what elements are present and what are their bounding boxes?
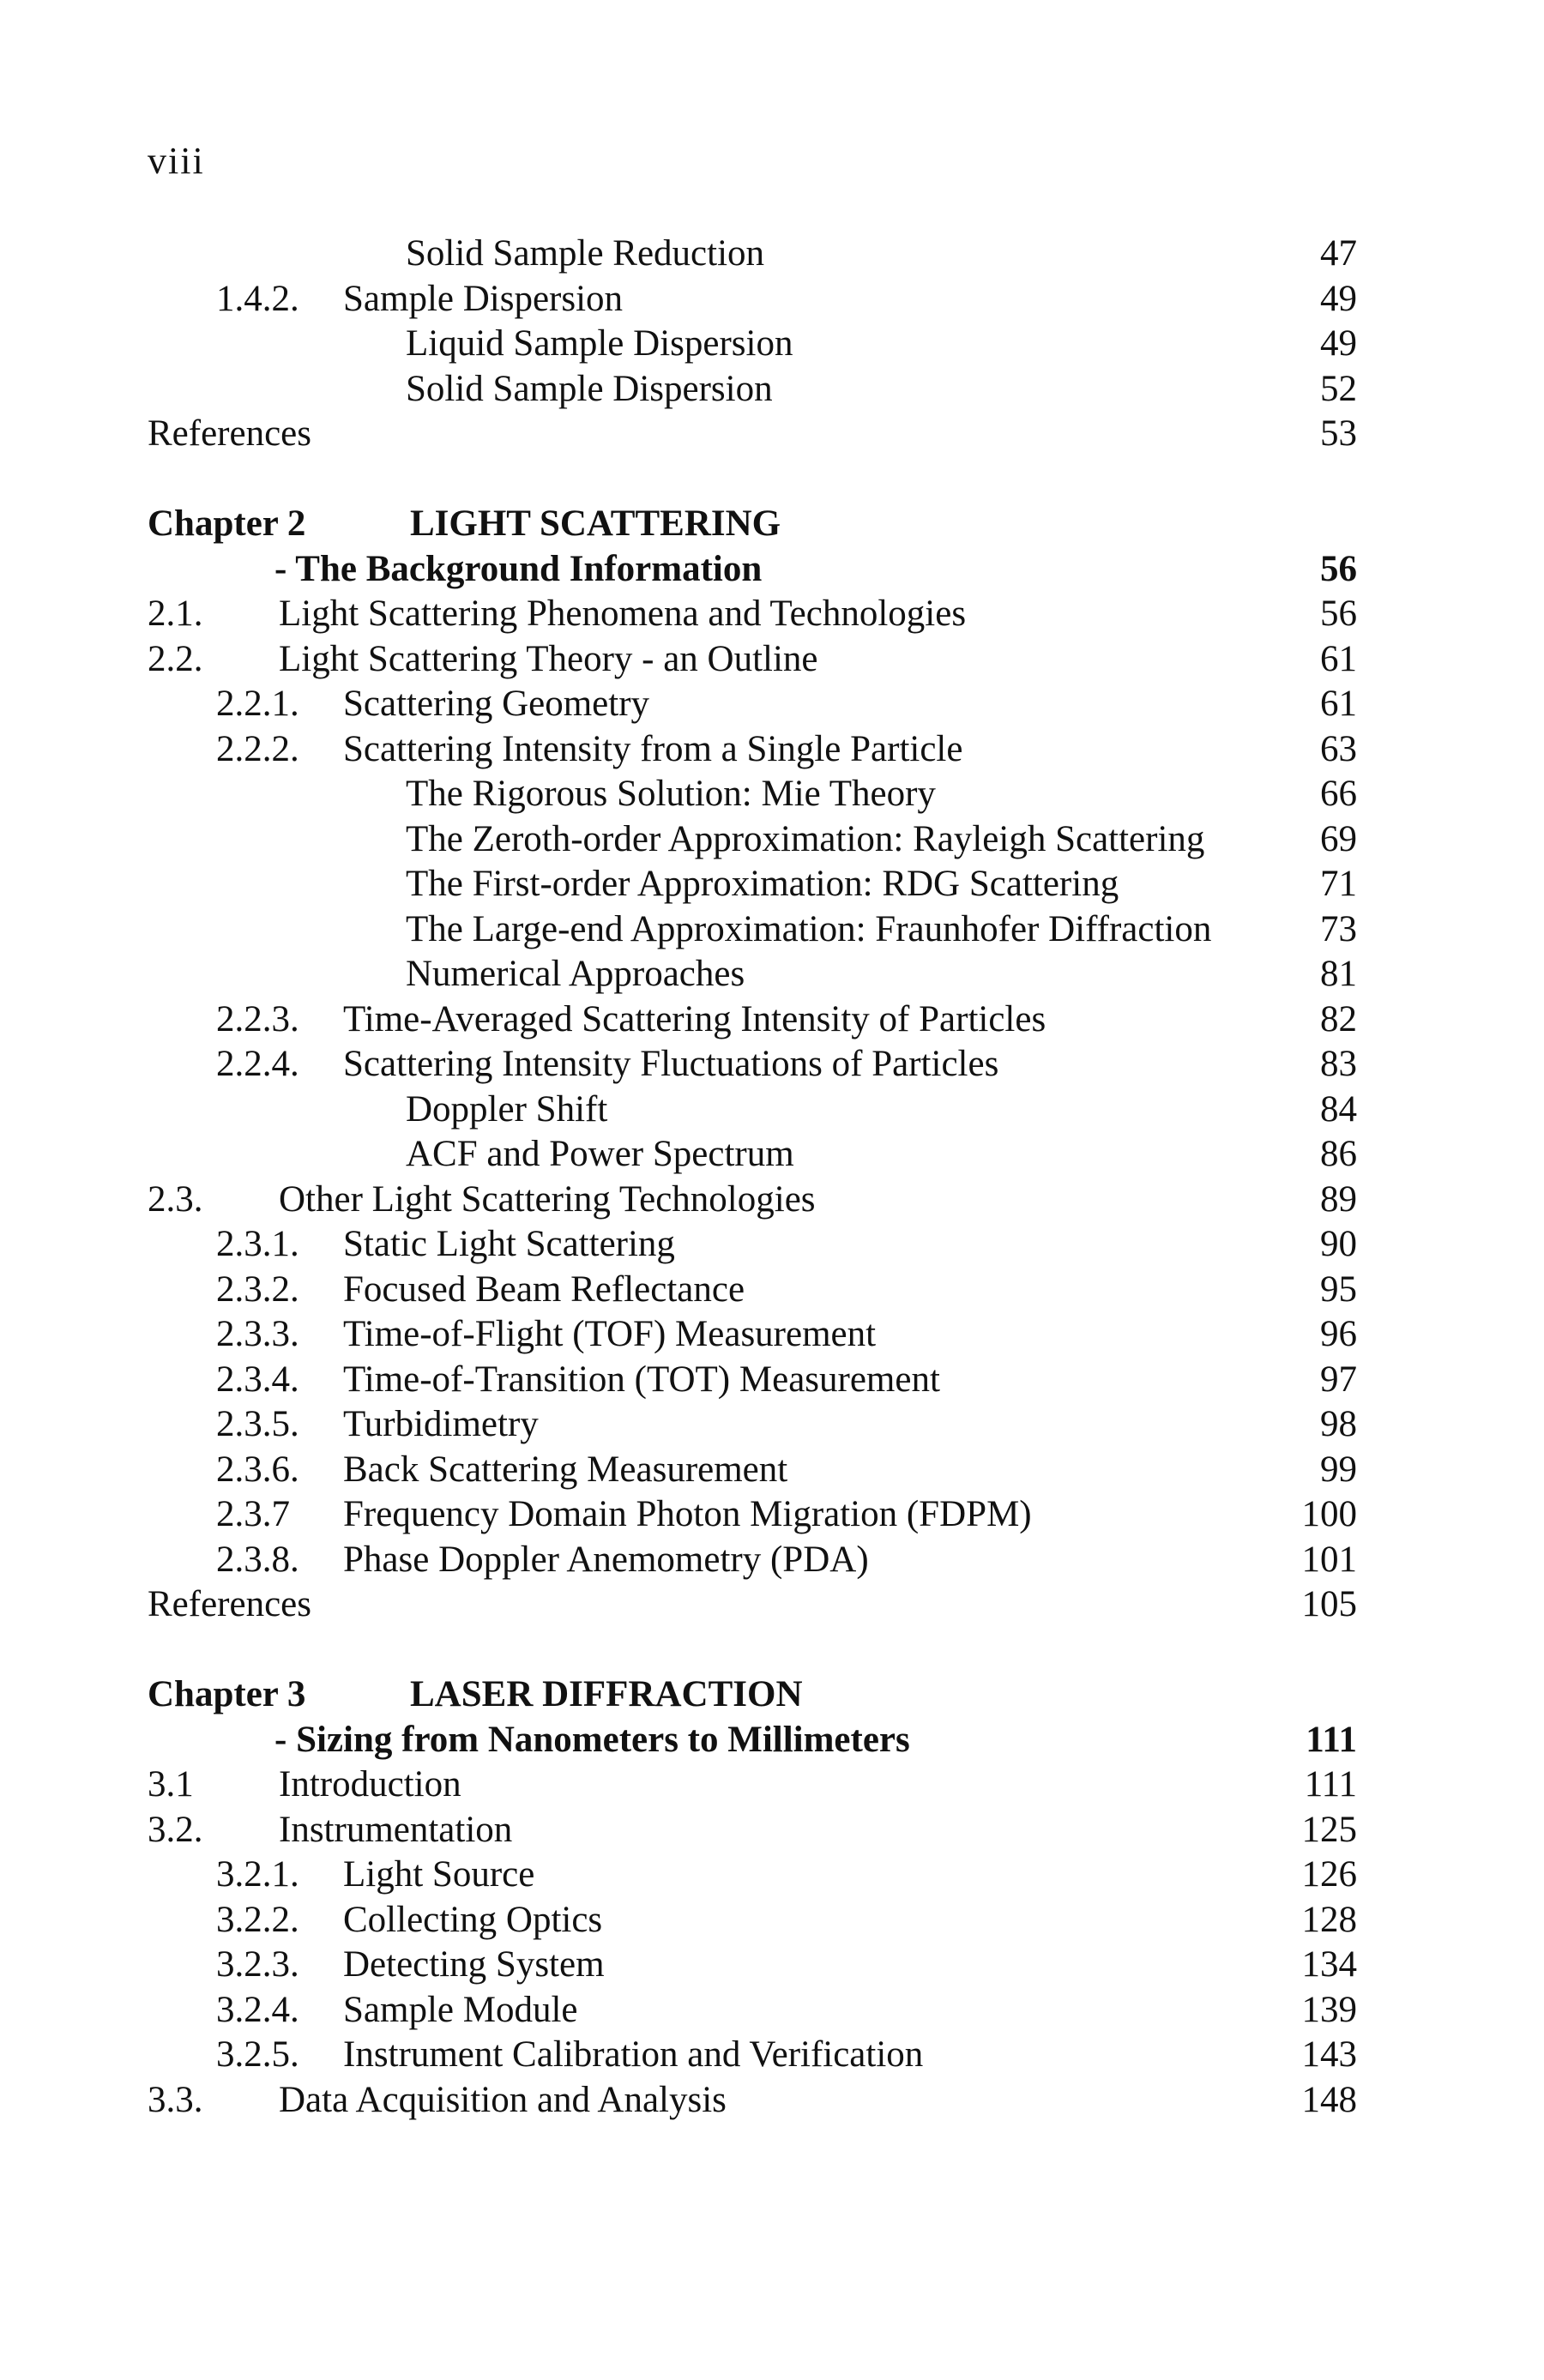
entry-page: 128 (1301, 1899, 1357, 1940)
toc-entry (0, 1222, 1544, 1268)
entry-title: The Rigorous Solution: Mie Theory (406, 774, 936, 814)
entry-title: Detecting System (343, 1944, 605, 1985)
entry-page: 105 (1301, 1584, 1357, 1624)
toc-entry (0, 1402, 1544, 1448)
entry-title: The Large-end Approximation: Fraunhofer Diffraction (406, 908, 1212, 949)
entry-title: Light Source (343, 1854, 535, 1895)
entry-title: The Zeroth-order Approximation: Rayleigh Scattering (406, 818, 1205, 859)
entry-page: 111 (1304, 1764, 1357, 1805)
entry-page: 98 (1320, 1404, 1357, 1444)
toc-entry (0, 1808, 1544, 1853)
toc-entry (0, 1268, 1544, 1313)
toc-entry (0, 1988, 1544, 2034)
entry-number: 3.3. (148, 2079, 203, 2120)
entry-number: Chapter 2 (148, 503, 306, 544)
entry-page: 99 (1320, 1449, 1357, 1490)
entry-title: Turbidimetry (343, 1404, 539, 1444)
toc-entry (0, 1943, 1544, 1988)
toc-entry (0, 862, 1544, 907)
entry-title: Focused Beam Reflectance (343, 1268, 745, 1310)
entry-page: 52 (1320, 368, 1357, 409)
toc-entry (0, 232, 1544, 277)
entry-number: 2.3.5. (216, 1404, 299, 1444)
toc-entry (0, 1088, 1544, 1133)
entry-page: 71 (1320, 864, 1357, 904)
entry-title: Numerical Approaches (406, 954, 745, 994)
toc-entry (0, 1312, 1544, 1358)
entry-number: 2.2.2. (216, 728, 299, 769)
entry-title: Time-Averaged Scattering Intensity of Particles (343, 998, 1046, 1039)
entry-number: 3.2.5. (216, 2034, 299, 2075)
toc-entry (0, 2078, 1544, 2124)
entry-number: 2.3.8. (216, 1539, 299, 1580)
entry-page: 49 (1320, 323, 1357, 364)
entry-title: - The Background Information (274, 548, 763, 589)
toc-entry (0, 592, 1544, 637)
chapter-subtitle (0, 1718, 1544, 1763)
toc-entry (0, 1042, 1544, 1088)
entry-title: Static Light Scattering (343, 1224, 675, 1264)
entry-page: 95 (1320, 1268, 1357, 1310)
section-gap (0, 457, 1544, 503)
entry-page: 47 (1320, 233, 1357, 274)
entry-page: 82 (1320, 998, 1357, 1039)
entry-page: 148 (1301, 2079, 1357, 2120)
entry-page: 81 (1320, 954, 1357, 994)
toc-entry (0, 817, 1544, 863)
entry-page: 143 (1301, 2034, 1357, 2075)
entry-title: LIGHT SCATTERING (410, 503, 781, 544)
entry-number: 2.3.2. (216, 1268, 299, 1310)
entry-number: 3.2.1. (216, 1854, 299, 1895)
entry-number: 2.3. (148, 1178, 203, 1220)
entry-number: 2.3.7 (216, 1494, 290, 1534)
entry-page: 56 (1320, 593, 1357, 634)
toc-entry (0, 997, 1544, 1043)
entry-title: Solid Sample Reduction (406, 233, 765, 274)
toc-entry (0, 772, 1544, 817)
entry-number: 2.3.4. (216, 1359, 299, 1400)
toc-entry (0, 637, 1544, 683)
entry-title: Instrumentation (279, 1809, 513, 1850)
section-gap (0, 1628, 1544, 1673)
entry-number: 3.2.3. (216, 1944, 299, 1985)
entry-number: 3.2.2. (216, 1899, 299, 1940)
entry-title: Solid Sample Dispersion (406, 368, 773, 409)
entry-page: 49 (1320, 278, 1357, 319)
entry-title: LASER DIFFRACTION (410, 1674, 803, 1714)
entry-title: Sample Dispersion (343, 278, 624, 319)
entry-title: Liquid Sample Dispersion (406, 323, 793, 364)
entry-page: 111 (1306, 1719, 1357, 1760)
entry-page: 90 (1320, 1224, 1357, 1264)
entry-page: 134 (1301, 1944, 1357, 1985)
entry-number: 2.2.1. (216, 684, 299, 724)
chapter-heading (0, 1672, 1544, 1718)
entry-title: Instrument Calibration and Verification (343, 2034, 924, 2075)
entry-title: Scattering Intensity Fluctuations of Particles (343, 1044, 999, 1084)
entry-number: 3.2. (148, 1809, 203, 1850)
entry-page: 89 (1320, 1178, 1357, 1220)
entry-title: Doppler Shift (406, 1088, 608, 1130)
entry-page: 126 (1301, 1854, 1357, 1895)
entry-title: - Sizing from Nanometers to Millimeters (274, 1719, 910, 1760)
entry-number: 2.2. (148, 638, 203, 679)
entry-title: Other Light Scattering Technologies (279, 1178, 816, 1220)
toc-entry (0, 952, 1544, 997)
chapter-heading (0, 502, 1544, 547)
entry-page: 100 (1301, 1494, 1357, 1534)
entry-title: Light Scattering Theory - an Outline (279, 638, 818, 679)
entry-title: Phase Doppler Anemometry (PDA) (343, 1539, 869, 1580)
entry-title: Frequency Domain Photon Migration (FDPM) (343, 1494, 1032, 1534)
entry-title: Data Acquisition and Analysis (279, 2079, 727, 2120)
entry-page: 63 (1320, 728, 1357, 769)
entry-number: 2.3.1. (216, 1224, 299, 1264)
toc-entry (0, 2033, 1544, 2078)
entry-title: Sample Module (343, 1989, 578, 2030)
toc-entry (0, 1898, 1544, 1943)
entry-number: 3.2.4. (216, 1989, 299, 2030)
toc-entry (0, 367, 1544, 413)
entry-title: Time-of-Transition (TOT) Measurement (343, 1359, 940, 1400)
entry-page: 53 (1320, 413, 1357, 454)
entry-number: 2.3.3. (216, 1314, 299, 1354)
toc-entry (0, 1448, 1544, 1493)
entry-page: 96 (1320, 1314, 1357, 1354)
toc-entry (0, 277, 1544, 322)
entry-title: Time-of-Flight (TOF) Measurement (343, 1314, 877, 1354)
toc-entry (0, 907, 1544, 953)
entry-page: 125 (1301, 1809, 1357, 1850)
entry-page: 86 (1320, 1134, 1357, 1174)
entry-page: 61 (1320, 638, 1357, 679)
entry-page: 97 (1320, 1359, 1357, 1400)
toc-entry (0, 322, 1544, 367)
entry-number: 1.4.2. (216, 278, 299, 319)
entry-title: Back Scattering Measurement (343, 1449, 788, 1490)
toc-entry (0, 1178, 1544, 1223)
toc-entry (0, 1492, 1544, 1538)
toc-entry (0, 1358, 1544, 1403)
toc-entry (0, 1538, 1544, 1583)
entry-title: Introduction (279, 1764, 461, 1805)
entry-page: 84 (1320, 1088, 1357, 1130)
entry-title: References (148, 1584, 311, 1624)
toc-entry (0, 682, 1544, 727)
entry-title: Light Scattering Phenomena and Technologies (279, 593, 967, 634)
toc-entry (0, 727, 1544, 773)
entry-number: 2.3.6. (216, 1449, 299, 1490)
references-entry (0, 1582, 1544, 1628)
entry-page: 139 (1301, 1989, 1357, 2030)
entry-page: 61 (1320, 684, 1357, 724)
entry-number: Chapter 3 (148, 1674, 306, 1714)
entry-page: 73 (1320, 908, 1357, 949)
entry-page: 66 (1320, 774, 1357, 814)
toc-entry (0, 1132, 1544, 1178)
toc-entry (0, 1853, 1544, 1898)
entry-title: ACF and Power Spectrum (406, 1134, 794, 1174)
entry-title: References (148, 413, 311, 454)
entry-number: 2.2.3. (216, 998, 299, 1039)
entry-page: 56 (1320, 548, 1357, 589)
entry-page: 101 (1301, 1539, 1357, 1580)
entry-title: Collecting Optics (343, 1899, 603, 1940)
entry-number: 2.2.4. (216, 1044, 299, 1084)
toc-entry (0, 1762, 1544, 1808)
entry-title: Scattering Geometry (343, 684, 650, 724)
entry-page: 83 (1320, 1044, 1357, 1084)
entry-title: Scattering Intensity from a Single Particle (343, 728, 963, 769)
entry-number: 2.1. (148, 593, 203, 634)
chapter-subtitle (0, 547, 1544, 593)
table-of-contents (0, 232, 1544, 2123)
entry-title: The First-order Approximation: RDG Scattering (406, 864, 1119, 904)
page-number: viii (148, 140, 205, 182)
references-entry (0, 412, 1544, 457)
entry-number: 3.1 (148, 1764, 194, 1805)
entry-page: 69 (1320, 818, 1357, 859)
